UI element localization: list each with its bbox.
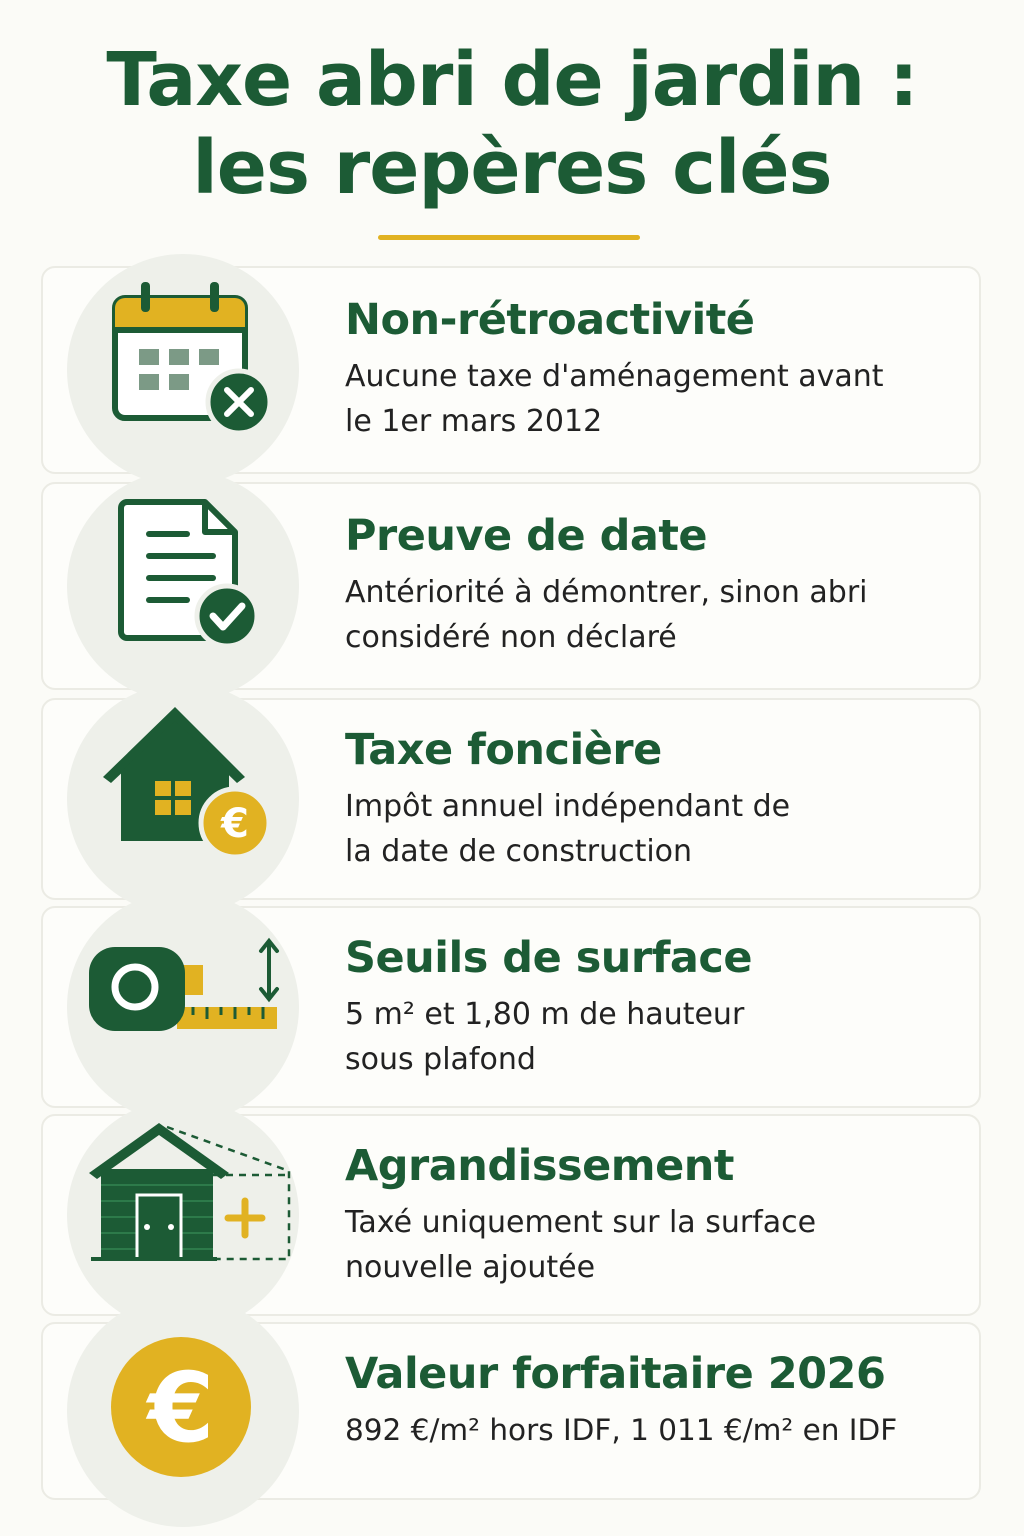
card-text-line-2: la date de construction xyxy=(345,834,693,869)
svg-text:€: € xyxy=(221,801,249,847)
card-taxe-fonciere xyxy=(41,698,981,900)
card-valeur-forfaitaire xyxy=(41,1322,981,1500)
document-check-icon xyxy=(67,470,299,702)
card-text-line-2: le 1er mars 2012 xyxy=(345,404,603,439)
card-text-line-1: Aucune taxe d'aménagement avant xyxy=(345,359,884,394)
card-text xyxy=(345,1200,965,1290)
card-text-line-2: considéré non déclaré xyxy=(345,620,677,655)
card-text-line-2: nouvelle ajoutée xyxy=(345,1250,596,1285)
euro-coin-icon xyxy=(67,1295,299,1527)
page-title xyxy=(0,36,1024,212)
tape-measure-icon xyxy=(67,891,299,1123)
title-line-2: les repères clés xyxy=(192,125,832,211)
card-text-line-1: Taxé uniquement sur la surface xyxy=(345,1205,817,1240)
card-title: Non-rétroactivité xyxy=(345,295,755,345)
card-non-retroactivite xyxy=(41,266,981,474)
card-title: Preuve de date xyxy=(345,511,708,561)
card-text-line-1: 5 m² et 1,80 m de hauteur xyxy=(345,997,745,1032)
card-text-line-1: 892 €/m² hors IDF, 1 011 €/m² en IDF xyxy=(345,1413,898,1447)
card-title: Agrandissement xyxy=(345,1141,734,1191)
calendar-cross-icon xyxy=(67,254,299,486)
card-seuils-de-surface xyxy=(41,906,981,1108)
card-title: Valeur forfaitaire 2026 xyxy=(345,1349,886,1399)
title-line-1: Taxe abri de jardin : xyxy=(106,37,918,123)
svg-text:€: € xyxy=(147,1352,215,1464)
card-agrandissement xyxy=(41,1114,981,1316)
card-preuve-de-date xyxy=(41,482,981,690)
card-text xyxy=(345,354,965,444)
card-text xyxy=(345,784,965,874)
card-text-line-1: Antériorité à démontrer, sinon abri xyxy=(345,575,868,610)
card-text xyxy=(345,992,965,1082)
card-text xyxy=(345,570,965,660)
card-text xyxy=(345,1408,975,1453)
house-euro-icon xyxy=(67,683,299,915)
title-underline xyxy=(378,235,640,240)
card-text-line-2: sous plafond xyxy=(345,1042,536,1077)
card-text-line-1: Impôt annuel indépendant de xyxy=(345,789,791,824)
card-title: Taxe foncière xyxy=(345,725,662,775)
card-title: Seuils de surface xyxy=(345,933,752,983)
